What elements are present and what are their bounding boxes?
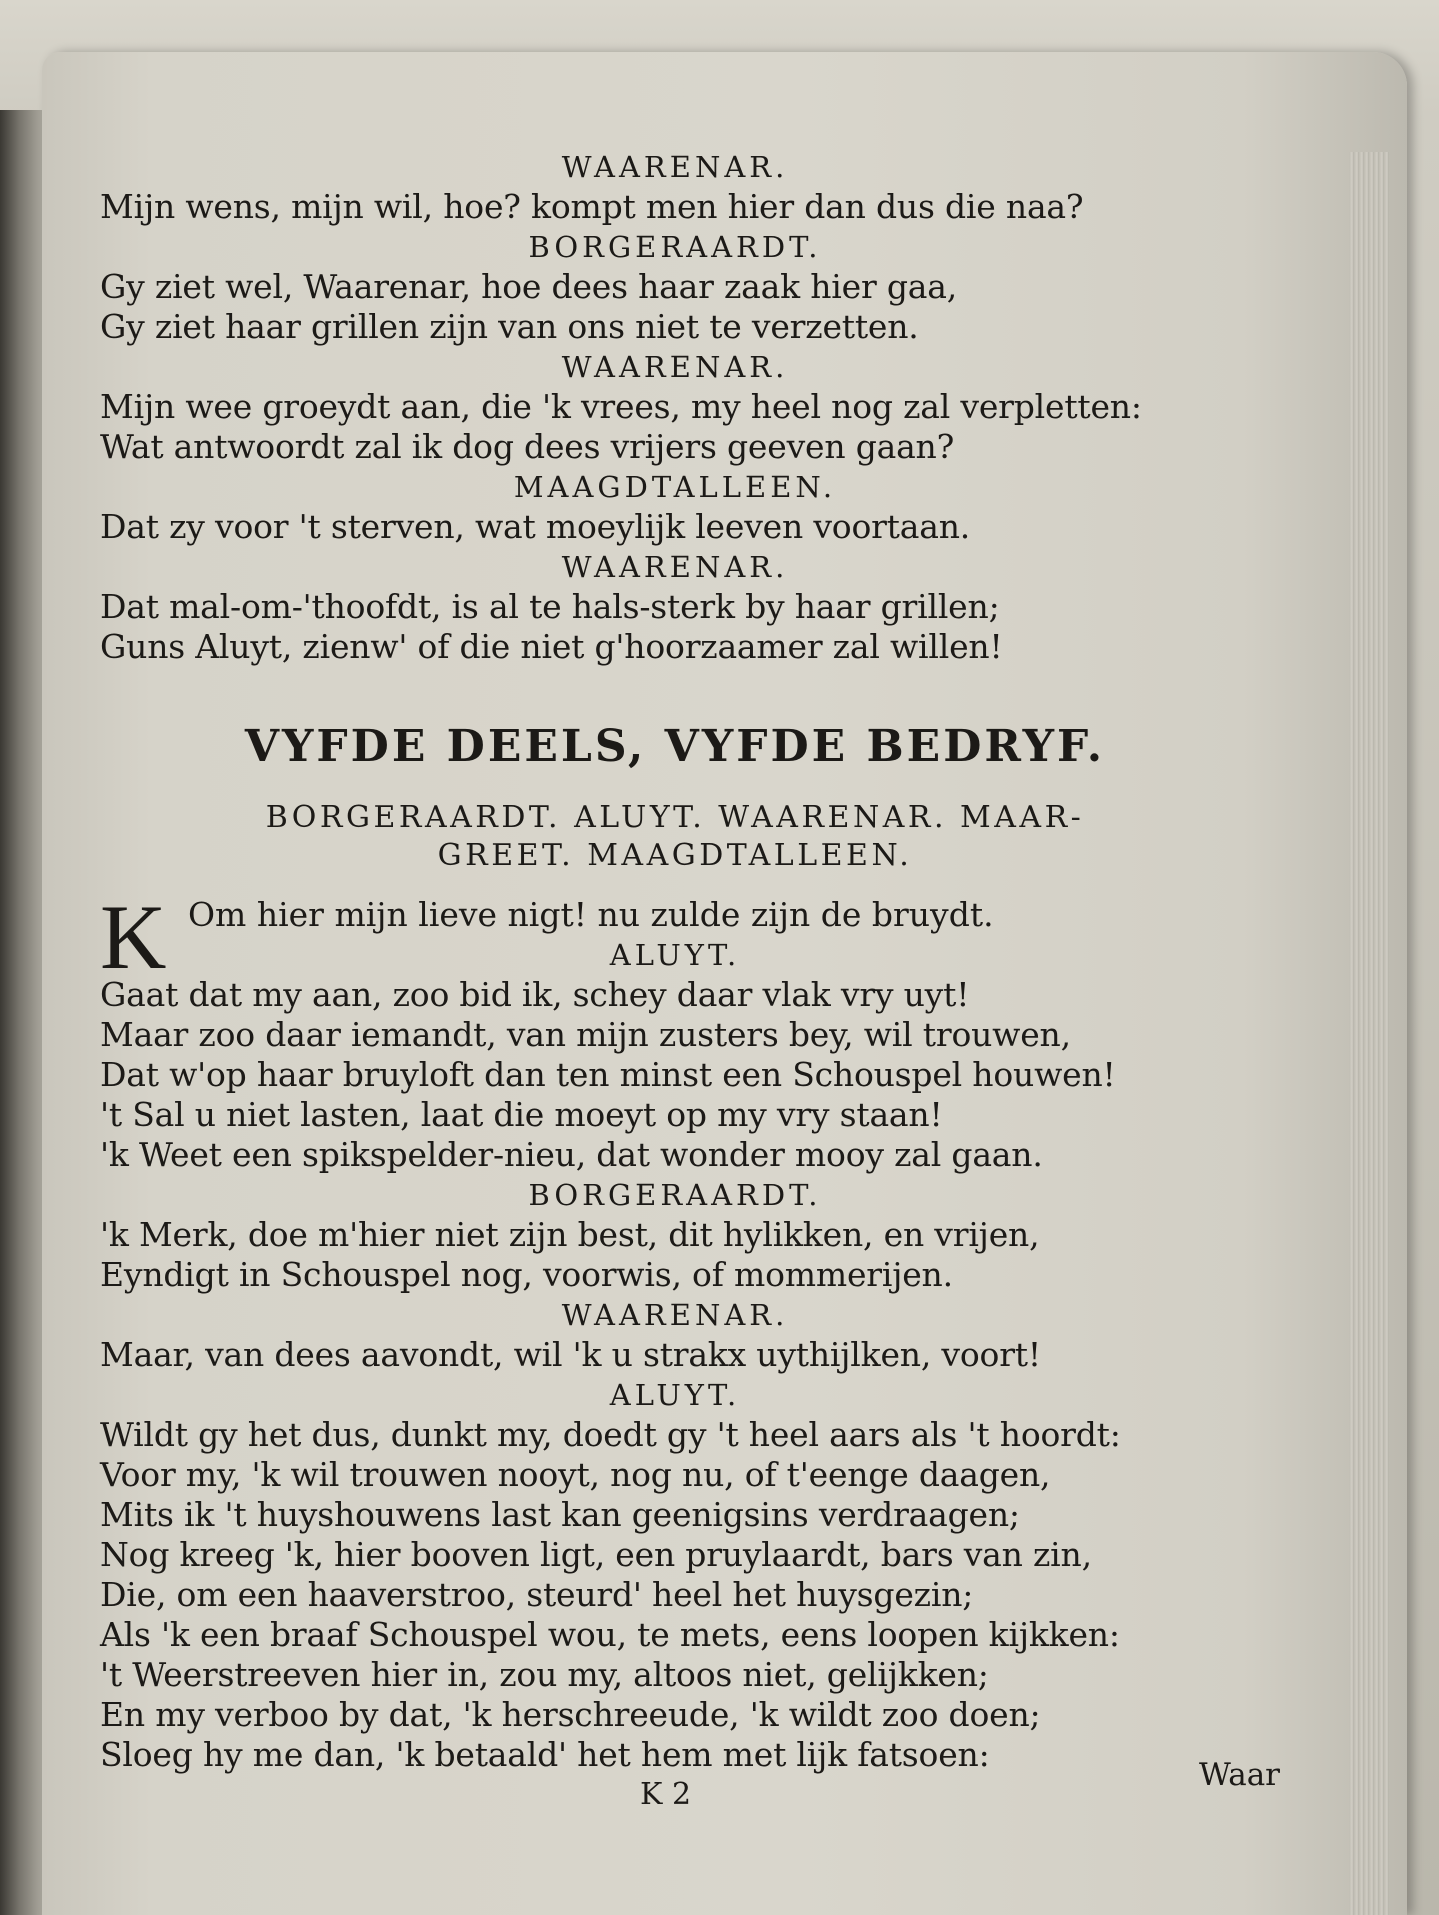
verse-line: Nog kreeg 'k, hier booven ligt, een pruylaardt, bars van zin, — [100, 1535, 1092, 1574]
verse-line: Wat antwoordt zal ik dog dees vrijers geeven gaan? — [100, 427, 955, 466]
verse-line: Wildt gy het dus, dunkt my, doedt gy 't heel aars als 't hoordt: — [100, 1415, 1121, 1454]
verse-line: 't Sal u niet lasten, laat die moeyt op my vry staan! — [100, 1095, 943, 1134]
verse-line: Maar, van dees aavondt, wil 'k u strakx uythijlken, voort! — [100, 1335, 1041, 1374]
signature-mark: K 2 — [640, 1777, 692, 1812]
verse-line: 'k Merk, doe m'hier niet zijn best, dit hylikken, en vrijen, — [100, 1215, 1040, 1254]
speaker-name: ALUYT. — [609, 938, 741, 972]
cast-line: GREET. MAAGDTALLEEN. — [437, 838, 913, 873]
speaker-name: WAARENAR. — [561, 150, 789, 184]
speaker-name: BORGERAARDT. — [528, 230, 822, 264]
verse-line: 'k Weet een spikspelder-nieu, dat wonder mooy zal gaan. — [100, 1135, 1043, 1174]
verse-line: Voor my, 'k wil trouwen nooyt, nog nu, of t'eenge daagen, — [100, 1455, 1051, 1494]
opening-verse — [100, 886, 1250, 988]
verse-line: Eyndigt in Schouspel nog, voorwis, of mommerijen. — [100, 1255, 953, 1294]
verse-line: Mijn wens, mijn wil, hoe? kompt men hier dan dus die naa? — [100, 187, 1084, 226]
cast-line: BORGERAARDT. ALUYT. WAARENAR. MAAR- — [265, 800, 1085, 835]
page-footer — [100, 1757, 1280, 1823]
speaker-name: WAARENAR. — [561, 350, 789, 384]
verse-line: Maar zoo daar iemandt, van mijn zusters bey, wil trouwen, — [100, 1015, 1071, 1054]
verse-line: Sloeg hy me dan, 'k betaald' het hem met lijk fatsoen: — [100, 1735, 990, 1774]
page-text — [100, 147, 1280, 1915]
verse-line: Gy ziet haar grillen zijn van ons niet te verzetten. — [100, 307, 919, 346]
verse-line: Gy ziet wel, Waarenar, hoe dees haar zaak hier gaa, — [100, 267, 957, 306]
verse-line: Die, om een haaverstroo, steurd' heel het huysgezin; — [100, 1575, 974, 1614]
speaker-name: BORGERAARDT. — [528, 1178, 822, 1212]
verse-line: Dat zy voor 't sterven, wat moeylijk leeven voortaan. — [100, 507, 971, 546]
speaker-name: WAARENAR. — [561, 550, 789, 584]
verse-line: Dat w'op haar bruyloft dan ten minst een Schouspel houwen! — [100, 1055, 1116, 1094]
verse-line: Gaat dat my aan, zoo bid ik, schey daar vlak vry uyt! — [100, 975, 970, 1014]
verse-line: 't Weerstreeven hier in, zou my, altoos niet, gelijkken; — [100, 1655, 989, 1694]
verse-line: Guns Aluyt, zienw' of die niet g'hoorzaamer zal willen! — [100, 627, 1003, 666]
drop-cap: K — [100, 886, 167, 988]
verse-line: Om hier mijn lieve nigt! nu zulde zijn de bruydt. — [188, 895, 994, 934]
verse-line: En my verboo by dat, 'k herschreeude, 'k wildt zoo doen; — [100, 1695, 1041, 1734]
catchword: Waar — [1199, 1757, 1280, 1793]
dialogue-top — [100, 147, 1250, 667]
speaker-name: WAARENAR. — [561, 1298, 789, 1332]
dialogue-main — [100, 975, 1250, 1775]
speaker-name: MAAGDTALLEEN. — [513, 470, 837, 504]
verse-line: Dat mal-om-'thoofdt, is al te hals-sterk by haar grillen; — [100, 587, 1000, 626]
verse-line: Mits ik 't huyshouwens last kan geenigsins verdraagen; — [100, 1495, 1020, 1534]
verse-line: Mijn wee groeydt aan, die 'k vrees, my heel nog zal verpletten: — [100, 387, 1142, 426]
verse-line: Als 'k een braaf Schouspel wou, te mets, eens loopen kijkken: — [100, 1615, 1120, 1654]
page-fore-edge — [1349, 152, 1389, 1915]
act-heading: VYFDE DEELS, VYFDE BEDRYF. — [244, 721, 1106, 772]
book-page — [42, 52, 1407, 1915]
speaker-name: ALUYT. — [609, 1378, 741, 1412]
cast-list — [100, 799, 1250, 875]
facing-page-edge — [0, 110, 48, 1915]
